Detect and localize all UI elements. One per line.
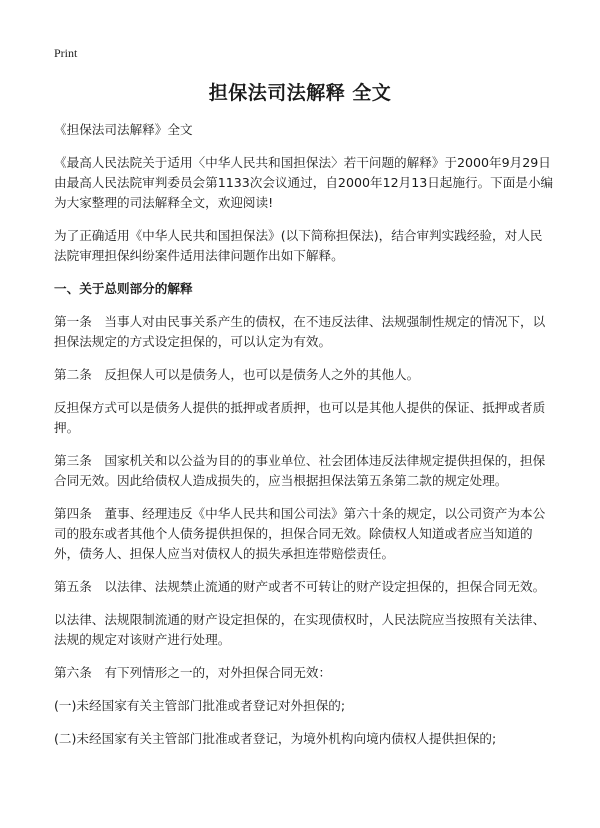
intro-paragraph: 《最高人民法院关于适用〈中华人民共和国担保法〉若干问题的解释》于2000年9月29日由最高人民法院审判委员会第1133次会议通过，自2000年12月13日起施行。下面是小编为大家整理的司法解释全文，欢迎阅读! <box>54 155 554 210</box>
article-5-para-2: 以法律、法规限制流通的财产设定担保的，在实现债权时，人民法院应当按照有关法律、法规的规定对该财产进行处理。 <box>54 612 546 647</box>
page-title: 担保法司法解释 全文 <box>208 82 392 104</box>
article-body <box>54 120 554 762</box>
article-6-item-2: (二)未经国家有关主管部门批准或者登记，为境外机构向境内债权人提供担保的; <box>54 731 497 746</box>
article-4: 第四条 董事、经理违反《中华人民共和国公司法》第六十条的规定，以公司资产为本公司的股东或者其他个人债务提供担保的，担保合同无效。除债权人知道或者应当知道的外，债务人、担保人应当对债权人的损失承担连带赔偿责任。 <box>54 506 546 561</box>
article-2-para-2: 反担保方式可以是债务人提供的抵押或者质押，也可以是其他人提供的保证、抵押或者质押。 <box>54 400 546 435</box>
article-5: 第五条 以法律、法规禁止流通的财产或者不可转让的财产设定担保的，担保合同无效。 <box>54 579 546 594</box>
section-heading: 一、关于总则部分的解释 <box>54 281 193 296</box>
intro-title: 《担保法司法解释》全文 <box>54 122 193 137</box>
article-3: 第三条 国家机关和以公益为目的的事业单位、社会团体违反法律规定提供担保的，担保合同无效。因此给债权人造成损失的，应当根据担保法第五条第二款的规定处理。 <box>54 453 546 488</box>
article-2: 第二条 反担保人可以是债务人，也可以是债务人之外的其他人。 <box>54 367 420 382</box>
print-link[interactable]: Print <box>54 46 78 60</box>
article-1: 第一条 当事人对由民事关系产生的债权，在不违反法律、法规强制性规定的情况下，以担保法规定的方式设定担保的，可以认定为有效。 <box>54 314 546 349</box>
article-6-item-1: (一)未经国家有关主管部门批准或者登记对外担保的; <box>54 698 346 713</box>
article-6: 第六条 有下列情形之一的，对外担保合同无效： <box>54 665 332 680</box>
purpose-paragraph: 为了正确适用《中华人民共和国担保法》(以下简称担保法)，结合审判实践经验，对人民法院审理担保纠纷案件适用法律问题作出如下解释。 <box>54 228 543 263</box>
